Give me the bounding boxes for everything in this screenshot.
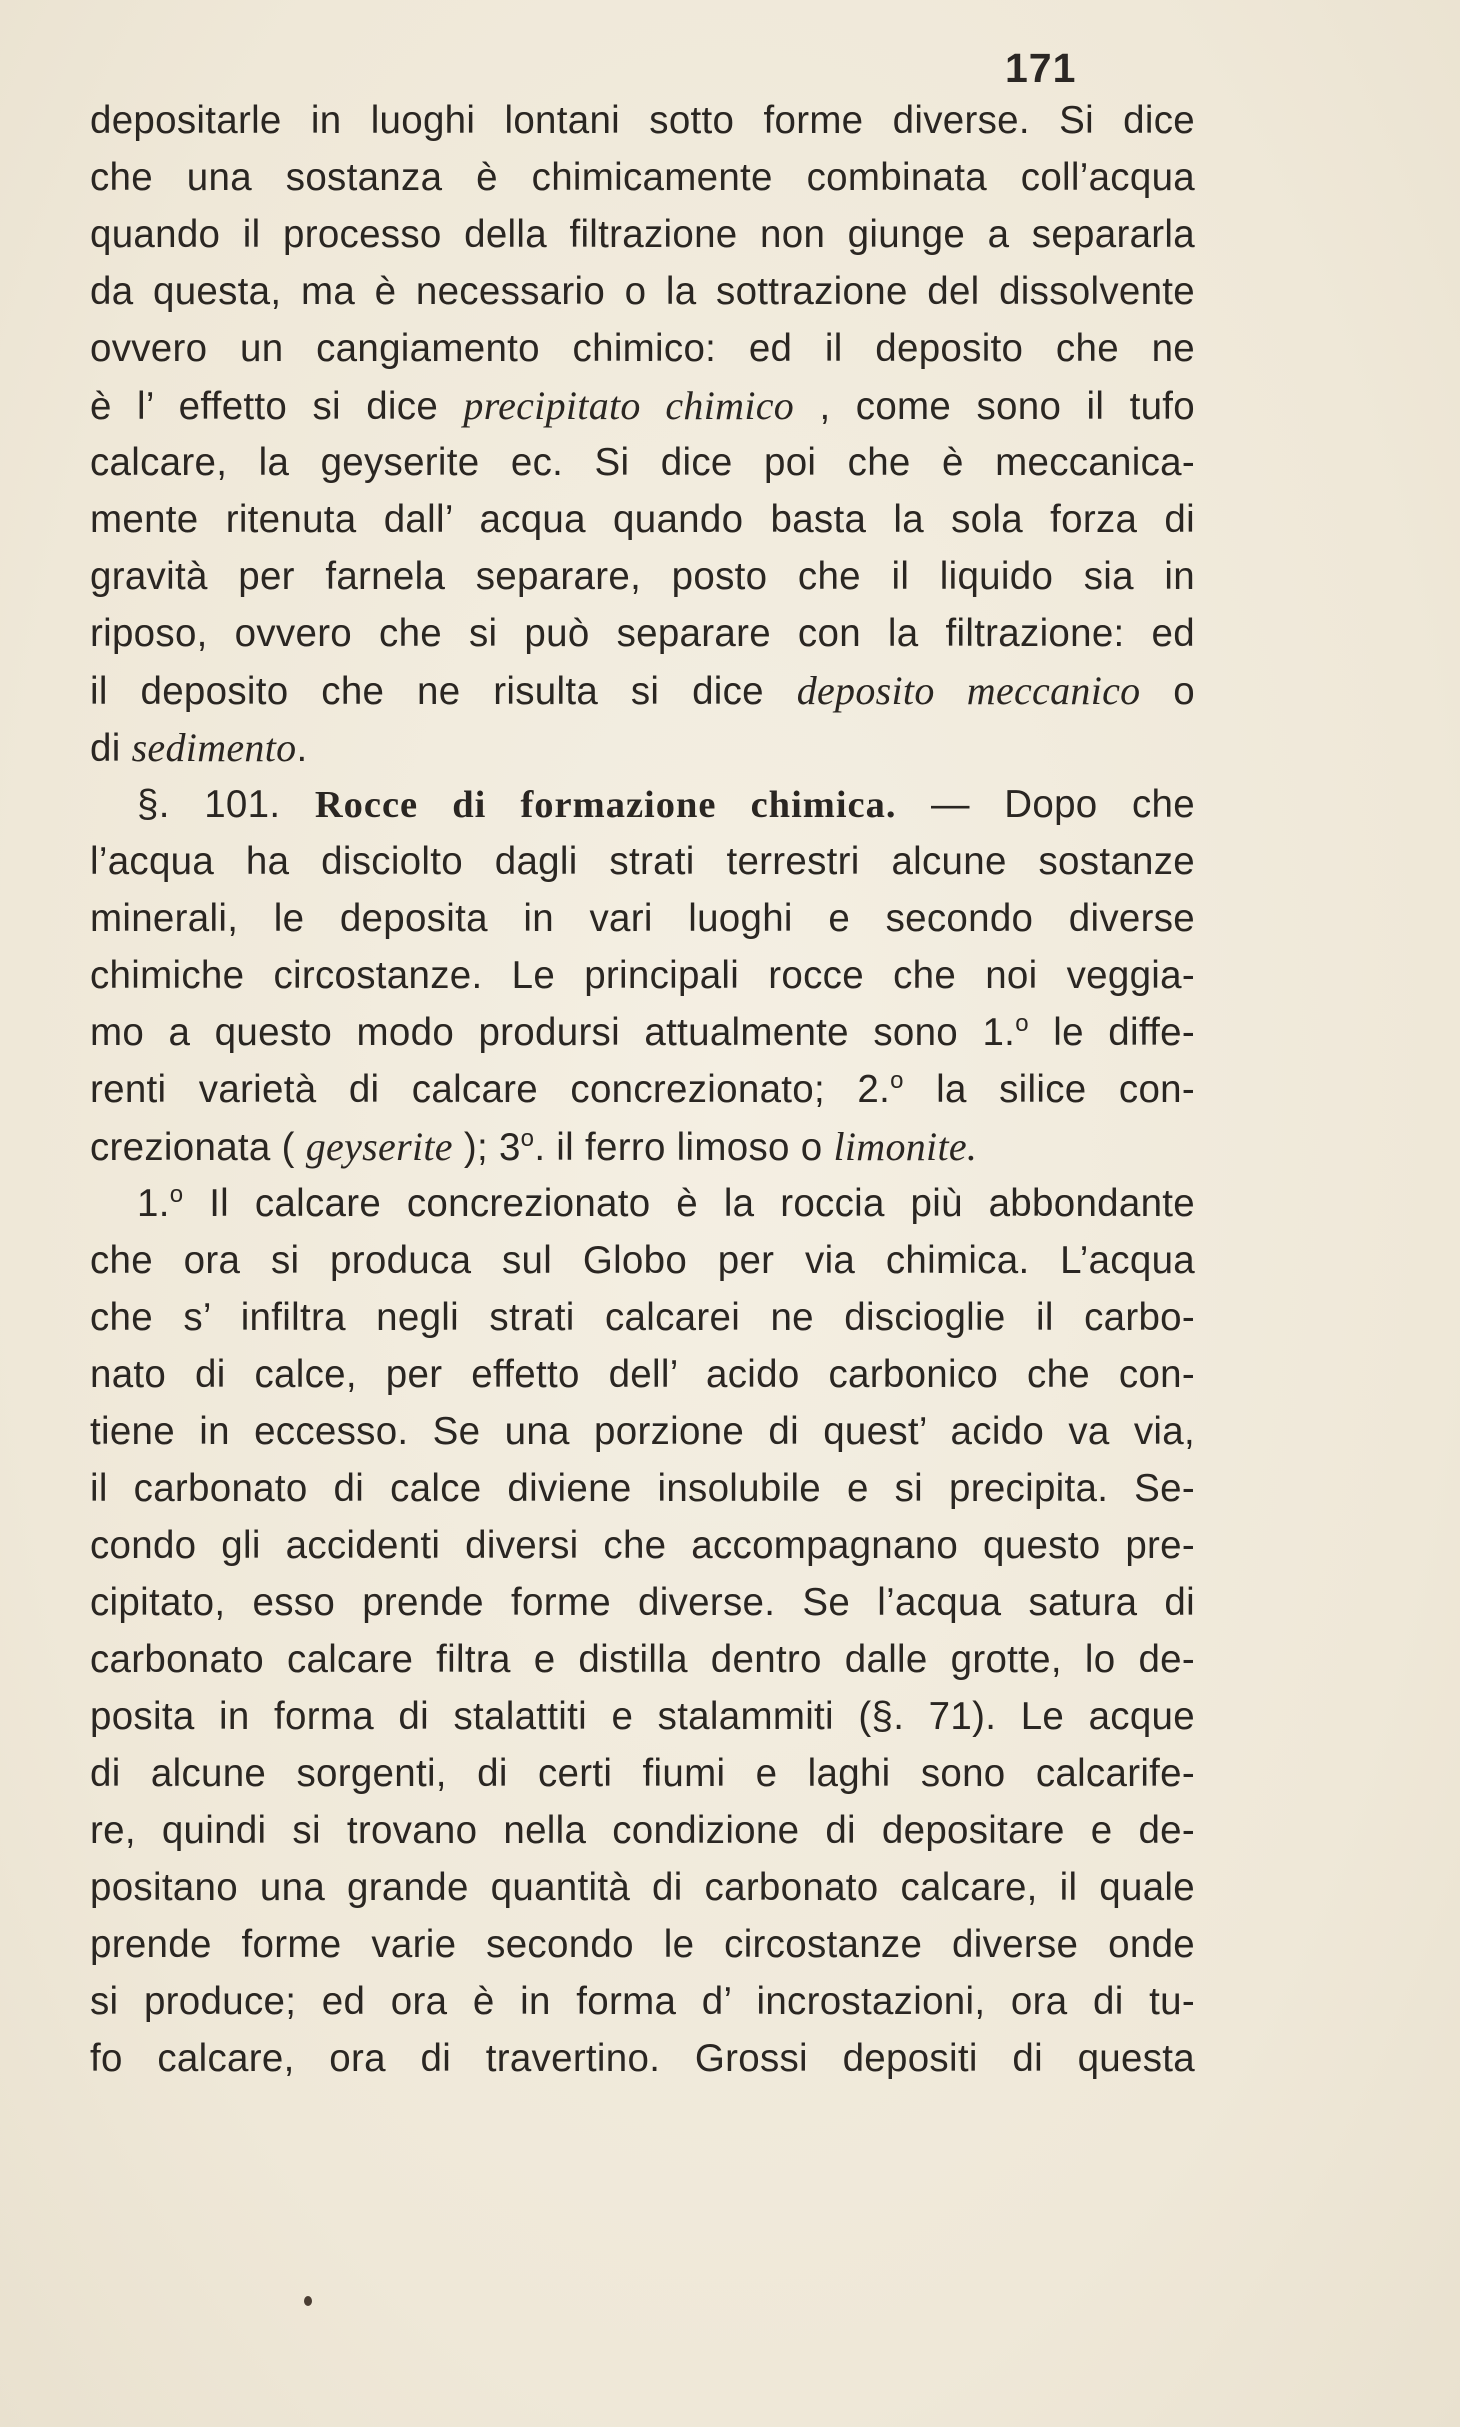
text-line (90, 377, 1195, 434)
text-line (90, 1004, 1195, 1061)
italic-term: precipitato chimico (463, 383, 795, 428)
text-line (90, 149, 1195, 206)
text-span: il deposito che ne risulta si dice (90, 670, 797, 713)
text-line (90, 1403, 1195, 1460)
text-line (90, 1289, 1195, 1346)
body-text (90, 92, 1195, 2087)
text-span: o (890, 1067, 904, 1094)
text-span: minerali, le deposita in vari luoghi e secondo diverse (90, 897, 1195, 940)
text-line (90, 1973, 1195, 2030)
text-line (90, 491, 1195, 548)
text-span: ovvero un cangiamento chimico: ed il deposito che ne (90, 327, 1195, 370)
text-span: renti varietà di calcare concrezionato; 2. (90, 1068, 891, 1111)
text-line (90, 719, 1195, 776)
text-line (90, 1118, 1195, 1175)
text-line (90, 2030, 1195, 2087)
text-span: riposo, ovvero che si può separare con la filtrazione: ed (90, 612, 1195, 655)
text-span: . il ferro limoso o (534, 1126, 834, 1169)
italic-term: geyserite (305, 1124, 453, 1169)
text-line (90, 1688, 1195, 1745)
text-line (90, 1517, 1195, 1574)
text-span: si produce; ed ora è in forma d’ incrostazioni, ora di tu- (90, 1980, 1195, 2023)
text-span: cipitato, esso prende forme diverse. Se l’acqua satura di (90, 1581, 1195, 1624)
text-line (90, 1346, 1195, 1403)
text-line (90, 1574, 1195, 1631)
text-span: di (90, 727, 132, 770)
text-line (90, 605, 1195, 662)
text-line (90, 776, 1195, 833)
text-span: o (1140, 670, 1195, 713)
text-line (90, 206, 1195, 263)
text-span: da questa, ma è necessario o la sottrazione del dissolvente (90, 270, 1195, 313)
text-line (90, 1859, 1195, 1916)
text-span: che una sostanza è chimicamente combinata coll’acqua (90, 156, 1195, 199)
text-span: re, quindi si trovano nella condizione di depositare e de- (90, 1809, 1195, 1852)
text-span: o (169, 1181, 184, 1208)
text-span: . (296, 727, 308, 770)
text-line (90, 434, 1195, 491)
text-line (90, 1802, 1195, 1859)
text-span: §. 101. (137, 783, 315, 826)
text-line (90, 1916, 1195, 1973)
text-span: di alcune sorgenti, di certi fiumi e laghi sono calcarife- (90, 1752, 1195, 1795)
text-span: carbonato calcare filtra e distilla dentro dalle grotte, lo de- (90, 1638, 1195, 1681)
text-span: mente ritenuta dall’ acqua quando basta la sola forza di (90, 498, 1195, 541)
text-line (90, 890, 1195, 947)
text-line (90, 263, 1195, 320)
text-line (90, 1175, 1195, 1232)
text-span: tiene in eccesso. Se una porzione di quest’ acido va via, (90, 1410, 1195, 1453)
text-span: Il calcare concrezionato è la roccia più abbondante (183, 1182, 1195, 1225)
ink-speck (304, 2296, 312, 2306)
text-span: — Dopo che (896, 783, 1195, 826)
text-span: mo a questo modo prodursi attualmente sono 1. (90, 1011, 1016, 1054)
text-span: l’acqua ha disciolto dagli strati terrestri alcune sostanze (90, 840, 1195, 883)
text-span: fo calcare, ora di travertino. Grossi depositi di questa (90, 2037, 1195, 2080)
text-span: positano una grande quantità di carbonato calcare, il quale (90, 1866, 1195, 1909)
text-span: le diffe- (1028, 1011, 1195, 1054)
text-line (90, 320, 1195, 377)
text-span: 1. (137, 1182, 170, 1225)
text-line (90, 833, 1195, 890)
text-span: nato di calce, per effetto dell’ acido carbonico che con- (90, 1353, 1195, 1396)
text-span: chimiche circostanze. Le principali rocce che noi veggia- (90, 954, 1195, 997)
text-span: depositarle in luoghi lontani sotto forme diverse. Si dice (90, 99, 1195, 142)
text-span: che ora si produca sul Globo per via chimica. L’acqua (90, 1239, 1195, 1282)
page-number: 171 (1005, 45, 1077, 91)
text-span: ); 3 (452, 1126, 521, 1169)
text-span: posita in forma di stalattiti e stalammiti (§. 71). Le acque (90, 1695, 1195, 1738)
italic-term: limonite. (833, 1124, 978, 1169)
text-line (90, 662, 1195, 719)
text-span: gravità per farnela separare, posto che il liquido sia in (90, 555, 1195, 598)
italic-term: sedimento (131, 725, 297, 770)
text-line (90, 1460, 1195, 1517)
text-span: condo gli accidenti diversi che accompagnano questo pre- (90, 1524, 1195, 1567)
text-span: il carbonato di calce diviene insolubile e si precipita. Se- (90, 1467, 1195, 1510)
text-line (90, 1745, 1195, 1802)
text-span: calcare, la geyserite ec. Si dice poi che è meccanica- (90, 441, 1195, 484)
text-span: prende forme varie secondo le circostanze diverse onde (90, 1923, 1195, 1966)
text-span: che s’ infiltra negli strati calcarei ne discioglie il carbo- (90, 1296, 1195, 1339)
text-line (90, 92, 1195, 149)
text-span: o (1015, 1010, 1029, 1037)
text-span: o (520, 1125, 535, 1152)
italic-term: deposito meccanico (796, 668, 1141, 713)
text-span: , come sono il tufo (794, 385, 1195, 428)
text-span: la silice con- (903, 1068, 1195, 1111)
text-line (90, 1631, 1195, 1688)
text-line (90, 1061, 1195, 1118)
text-span: è l’ effetto si dice (90, 385, 464, 428)
text-line (90, 1232, 1195, 1289)
text-line (90, 548, 1195, 605)
text-line (90, 947, 1195, 1004)
text-span: quando il processo della filtrazione non giunge a separarla (90, 213, 1195, 256)
text-span: crezionata ( (90, 1126, 306, 1169)
section-heading: Rocce di formazione chimica. (314, 784, 897, 826)
